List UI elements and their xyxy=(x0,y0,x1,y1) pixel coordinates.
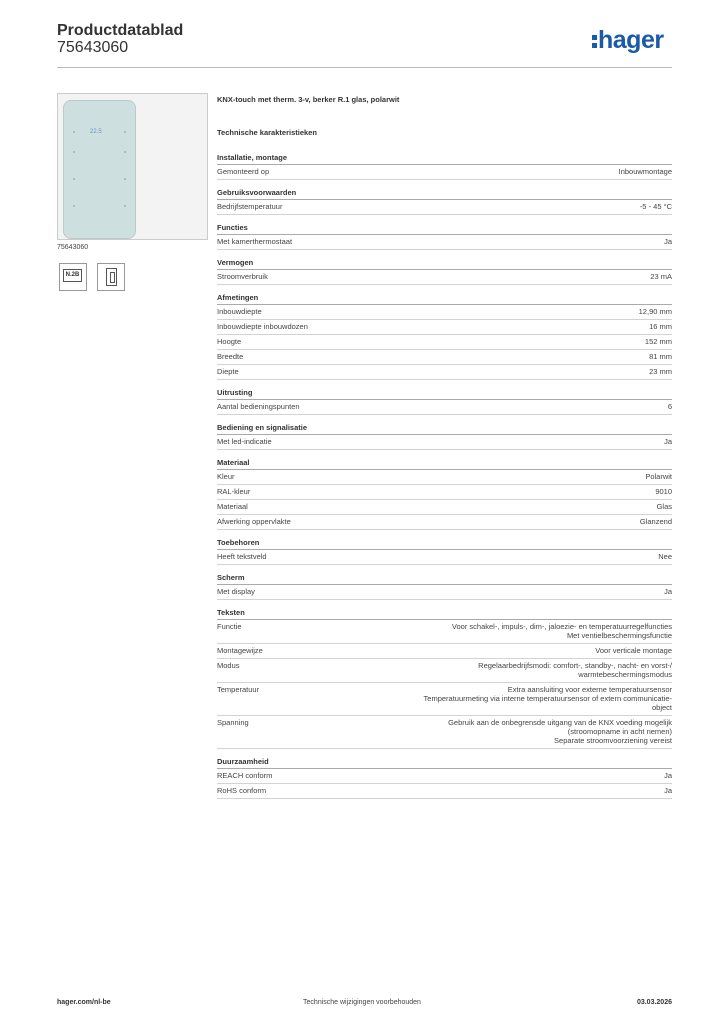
spec-value-line: Glanzend xyxy=(639,517,672,526)
section-title: Gebruiksvoorwaarden xyxy=(217,188,672,200)
spec-value-line: Ja xyxy=(664,587,672,596)
product-name: KNX-touch met therm. 3-v, berker R.1 glas, polarwit xyxy=(217,95,400,104)
hager-logo: hager xyxy=(592,28,664,53)
spec-label: Spanning xyxy=(217,718,249,727)
logo-dots-icon xyxy=(592,33,597,49)
spec-value xyxy=(311,517,672,526)
spec-row xyxy=(217,350,672,365)
spec-value xyxy=(286,786,672,795)
spec-section xyxy=(217,258,672,285)
spec-label: Modus xyxy=(217,661,240,670)
spec-sections xyxy=(217,153,672,799)
spec-value-line: 23 mm xyxy=(649,367,672,376)
spec-row xyxy=(217,365,672,380)
spec-value xyxy=(288,272,672,281)
spec-value-line: 12,90 mm xyxy=(638,307,672,316)
spec-section xyxy=(217,573,672,600)
spec-value-line: 6 xyxy=(667,402,672,411)
section-title: Duurzaamheid xyxy=(217,757,672,769)
spec-label: Afwerking oppervlakte xyxy=(217,517,291,526)
spec-label: Materiaal xyxy=(217,502,248,511)
spec-row xyxy=(217,165,672,180)
spec-label: RAL-kleur xyxy=(217,487,251,496)
spec-value-line: Regelaarbedrijfsmodi: comfort-, standby-, nacht- en vorst-/ xyxy=(478,661,672,670)
spec-label: Aantal bedieningspunten xyxy=(217,402,300,411)
spec-value-line: Met ventielbeschermingsfunctie xyxy=(566,631,672,640)
product-image xyxy=(63,100,136,239)
spec-value-line: 81 mm xyxy=(649,352,672,361)
spec-value-line: Inbouwmontage xyxy=(618,167,672,176)
spec-row xyxy=(217,620,672,644)
header-divider xyxy=(57,67,672,68)
spec-value-line: Ja xyxy=(664,437,672,446)
device-display: 22.5 xyxy=(90,129,102,135)
spec-value xyxy=(312,237,672,246)
spec-value-line: warmtebeschermingsmodus xyxy=(578,670,672,679)
spec-section xyxy=(217,223,672,250)
spec-label: Montagewijze xyxy=(217,646,263,655)
spec-value-line: Ja xyxy=(664,237,672,246)
spec-row xyxy=(217,784,672,799)
footer-date: 03.03.2026 xyxy=(636,999,672,1006)
spec-label: Met kamerthermostaat xyxy=(217,237,293,246)
spec-value xyxy=(260,661,672,679)
spec-row xyxy=(217,485,672,500)
spec-value-line: Separate stroomvoorziening vereist xyxy=(554,736,672,745)
spec-value-line: -5 - 45 °C xyxy=(639,202,672,211)
spec-value xyxy=(292,437,672,446)
spec-value-line: 152 mm xyxy=(644,337,672,346)
spec-value-line: Nee xyxy=(658,552,672,561)
spec-value xyxy=(268,502,672,511)
spec-value xyxy=(269,718,672,745)
spec-value xyxy=(261,337,672,346)
spec-value-line: Polarwit xyxy=(645,472,672,481)
spec-label: Kleur xyxy=(217,472,235,481)
spec-row xyxy=(217,435,672,450)
spec-row xyxy=(217,470,672,485)
spec-value-line: Voor verticale montage xyxy=(595,646,672,655)
spec-content xyxy=(217,94,672,807)
spec-value xyxy=(292,771,672,780)
spec-value xyxy=(287,552,672,561)
spec-value-line: object xyxy=(651,703,672,712)
spec-label: Gemonteerd op xyxy=(217,167,270,176)
spec-row xyxy=(217,659,672,683)
spec-label: Temperatuur xyxy=(217,685,260,694)
section-title: Afmetingen xyxy=(217,293,672,305)
spec-value xyxy=(302,202,672,211)
spec-section xyxy=(217,188,672,215)
spec-row xyxy=(217,400,672,415)
spec-label: Met display xyxy=(217,587,255,596)
section-title: Vermogen xyxy=(217,258,672,270)
footer-website-link[interactable]: hager.com/nl-be xyxy=(57,999,111,1006)
spec-value-line: Extra aansluiting voor externe temperatuursensor xyxy=(507,685,672,694)
section-title: Scherm xyxy=(217,573,672,585)
section-title: Functies xyxy=(217,223,672,235)
spec-value xyxy=(328,322,672,331)
footer-disclaimer: Technische wijzigingen voorbehouden xyxy=(303,999,421,1006)
spec-section xyxy=(217,538,672,565)
spec-row xyxy=(217,200,672,215)
spec-label: Met led-indicatie xyxy=(217,437,272,446)
spec-value-line: 23 mA xyxy=(650,272,672,281)
spec-row xyxy=(217,585,672,600)
section-title: Bediening en signalisatie xyxy=(217,423,672,435)
section-title: Materiaal xyxy=(217,458,672,470)
spec-label: Bedrijfstemperatuur xyxy=(217,202,283,211)
spec-label: Diepte xyxy=(217,367,239,376)
spec-label: Stroomverbruik xyxy=(217,272,268,281)
spec-value xyxy=(275,587,672,596)
spec-row xyxy=(217,270,672,285)
flush-mount-icon xyxy=(97,263,125,291)
spec-label: REACH conform xyxy=(217,771,273,780)
section-title: Installatie, montage xyxy=(217,153,672,165)
spec-section xyxy=(217,388,672,415)
section-title: Teksten xyxy=(217,608,672,620)
spec-value-line: Gebruik aan de onbegrensde uitgang van de KNX voeding mogelijk xyxy=(448,718,672,727)
certification-n2b-icon: N.2B xyxy=(59,263,87,291)
spec-label: Breedte xyxy=(217,352,244,361)
section-title: Toebehoren xyxy=(217,538,672,550)
spec-row xyxy=(217,550,672,565)
spec-label: RoHS conform xyxy=(217,786,267,795)
spec-row xyxy=(217,500,672,515)
spec-label: Heeft tekstveld xyxy=(217,552,267,561)
spec-value-line: 9010 xyxy=(655,487,672,496)
spec-value xyxy=(255,472,672,481)
spec-value xyxy=(279,685,672,712)
product-number: 75643060 xyxy=(57,39,129,56)
spec-value xyxy=(289,167,672,176)
spec-label: Hoogte xyxy=(217,337,242,346)
spec-section xyxy=(217,423,672,450)
spec-value-line: 16 mm xyxy=(649,322,672,331)
spec-value xyxy=(263,352,672,361)
spec-section xyxy=(217,293,672,380)
spec-value-line: Voor schakel-, impuls-, dim-, jaloezie- en temperatuurregelfuncties xyxy=(451,622,672,631)
spec-section xyxy=(217,153,672,180)
spec-label: Inbouwdiepte inbouwdozen xyxy=(217,322,308,331)
spec-value-line: (stroomopname in acht nemen) xyxy=(567,727,672,736)
spec-row xyxy=(217,335,672,350)
spec-row xyxy=(217,320,672,335)
spec-value xyxy=(259,367,672,376)
spec-value-line: Temperatuurmeting via interne temperatuursensor of extern communicatie- xyxy=(423,694,672,703)
spec-section xyxy=(217,608,672,749)
spec-value xyxy=(282,307,672,316)
spec-row xyxy=(217,305,672,320)
spec-row xyxy=(217,769,672,784)
spec-value xyxy=(283,646,672,655)
spec-value xyxy=(270,487,672,496)
spec-label: Inbouwdiepte xyxy=(217,307,262,316)
spec-row xyxy=(217,644,672,659)
spec-value xyxy=(320,402,672,411)
spec-value xyxy=(262,622,672,640)
page-title: Productdatablad xyxy=(57,22,184,39)
spec-section xyxy=(217,757,672,799)
spec-row xyxy=(217,683,672,716)
spec-value-line: Ja xyxy=(664,771,672,780)
spec-row xyxy=(217,515,672,530)
spec-label: Functie xyxy=(217,622,242,631)
section-title: Uitrusting xyxy=(217,388,672,400)
spec-value-line: Glas xyxy=(656,502,672,511)
spec-row xyxy=(217,716,672,749)
spec-row xyxy=(217,235,672,250)
image-caption: 75643060 xyxy=(57,244,89,251)
tech-title: Technische karakteristieken xyxy=(217,128,317,137)
spec-value-line: Ja xyxy=(664,786,672,795)
spec-section xyxy=(217,458,672,530)
